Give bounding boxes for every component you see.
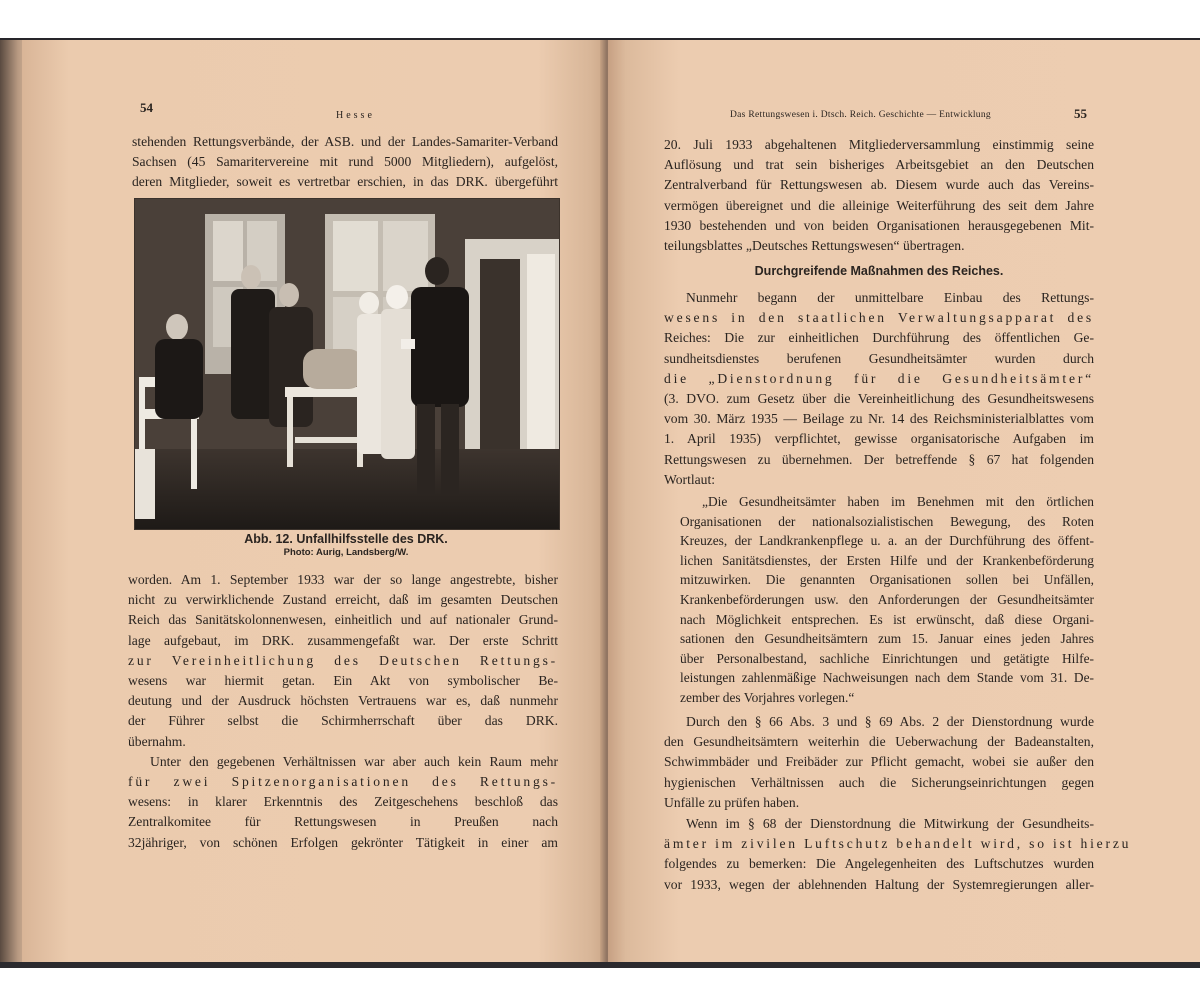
text-block-paragraph: [664, 814, 1132, 895]
quote-line: „Die Gesundheitsämter haben im Benehmen mit den örtlichen: [702, 494, 1094, 509]
text-line: teilungsblattes „Deutsches Rettungswesen“ übertragen.: [664, 238, 965, 254]
text-line: 1930 bestehenden und von beiden Organisationen herausgegebenen Mit-: [664, 217, 1094, 233]
text-line: deren Mitglieder, soweit es vertretbar erschien, in das DRK. übergeführt: [132, 174, 558, 190]
quote-block: [680, 492, 1094, 708]
quote-line: nach Möglichkeit entsprechen. Es ist erwünscht, daß diese Organi-: [680, 611, 1094, 627]
text-line: folgendes zu bemerken: Die Angelegenheiten des Luftschutzes wurden: [664, 856, 1094, 872]
page-number: 54: [140, 100, 153, 115]
text-line: stehenden Rettungsverbände, der ASB. und der Landes-Samariter-Verband: [132, 134, 558, 149]
open-book: [0, 40, 1200, 964]
text-line: zur Vereinheitlichung des Deutschen Rettungs-: [128, 652, 558, 668]
text-line: deutung und der Ausdruck höchsten Vertrauens war es, daß nunmehr: [128, 693, 558, 709]
text-block-paragraph: [664, 288, 1094, 490]
text-line: Reich das Sanitätskolonnenwesen, einheitlich und auf nationaler Grund-: [128, 612, 558, 628]
text-line: 32jähriger, von schönen Erfolgen gekrönter Tätigkeit in einer am: [128, 834, 558, 850]
text-line: Wortlaut:: [664, 471, 716, 487]
text-line: Schwimmbäder und Freibäder zur Pflicht gemacht, wobei sie außer den: [664, 754, 1094, 770]
photo-credit: Photo: Aurig, Landsberg/W.: [283, 547, 409, 558]
quote-line: lichen Sanitätsdienstes, der Ersten Hilfe und der Krankenbeförderung: [680, 552, 1094, 568]
figure-caption: [196, 532, 496, 558]
text-line: 20. Juli 1933 abgehaltenen Mitgliederversammlung einstimmig seine: [664, 137, 1094, 152]
text-line: lage aufgebaut, im DRK. zusammengefaßt war. Der erste Schritt: [128, 632, 558, 648]
quote-line: über Personalbestand, sachliche Einrichtungen und getätigte Hilfe-: [680, 650, 1094, 666]
text-line: wesens: in klarer Erkenntnis des Zeitgeschehens beschloß das: [128, 794, 558, 810]
figure-photo: [134, 198, 560, 530]
page-number: 55: [1074, 106, 1087, 121]
text-block-top: [664, 135, 1094, 256]
text-line: wesens war hiermit getan. Ein Akt von symbolischer Be-: [128, 673, 558, 689]
text-line: Sachsen (45 Samaritervereine mit rund 5000 Mitgliedern), aufgelöst,: [132, 154, 558, 170]
text-block-bottom: [128, 570, 558, 853]
text-line: vor 1933, wegen der ablehnenden Haltung der Systemregierungen aller-: [664, 876, 1094, 892]
quote-line: leistungen zahlenmäßige Nachweisungen nach dem Stande vom 31. De-: [680, 670, 1094, 686]
quote-line: Kreuzes, der Landkrankenpflege u. a. an der Durchführung des öffent-: [680, 533, 1094, 549]
text-line: Reiches: Die zur einheitlichen Durchführung des öffentlichen Ge-: [664, 330, 1094, 346]
quote-line: Krankenbeförderungen usw. den Anforderungen der Gesundheitsämter: [680, 591, 1094, 607]
caption-title: Abb. 12. Unfallhilfsstelle des DRK.: [244, 532, 448, 546]
text-line: vermögen übereignet und die alleinige Weiterführung des seit dem Jahre: [664, 197, 1094, 213]
right-page: [608, 40, 1200, 964]
quote-line: zember des Vorjahres vorlegen.“: [680, 689, 855, 705]
quote-line: sationen den Gesundheitsämtern zum 15. Januar eines jeden Jahres: [680, 631, 1094, 647]
text-line: für zwei Spitzenorganisationen des Rettungs-: [128, 774, 558, 790]
text-line: übernahm.: [128, 733, 186, 749]
section-heading: Durchgreifende Maßnahmen des Reiches.: [754, 264, 1004, 278]
text-block-paragraph: [664, 712, 1094, 813]
text-line: wesens in den staatlichen Verwaltungsapparat des: [664, 310, 1094, 326]
text-line: Unfälle zu prüfen haben.: [664, 794, 800, 810]
text-line: Auflösung und trat sein bisheriges Arbeitsgebiet an den Deutschen: [664, 157, 1094, 173]
text-line: Wenn im § 68 der Dienstordnung die Mitwirkung der Gesundheits-: [686, 816, 1094, 831]
text-line: Rettungswesen zu übernehmen. Der betreffende § 67 hat folgenden: [664, 451, 1094, 467]
text-line: Unter den gegebenen Verhältnissen war aber auch kein Raum mehr: [150, 753, 558, 769]
text-line: der Führer selbst die Schirmherrschaft über das DRK.: [128, 713, 558, 729]
quote-line: Organisationen der nationalsozialistischen Bewegung, des Roten: [680, 513, 1094, 529]
text-line: nicht zu verwirklichende Zustand erreicht, daß im gesamten Deutschen: [128, 592, 558, 608]
text-line: Zentralverband für Rettungswesen ab. Diesem wurde auch das Vereins-: [664, 177, 1094, 193]
text-line: 1. April 1935) verpflichtet, gewisse organisatorische Aufgaben im: [664, 431, 1094, 447]
quote-line: mitzuwirken. Die genannten Organisationen sollen bei Unfällen,: [680, 572, 1094, 588]
text-line: Zentralkomitee für Rettungswesen in Preußen nach: [128, 814, 558, 830]
text-line: den Gesundheitsämtern weiterhin die Ueberwachung der Badeanstalten,: [664, 734, 1094, 750]
text-line: worden. Am 1. September 1933 war der so lange angestrebte, bisher: [128, 572, 558, 587]
text-line: hygienischen Verhältnissen auch die Sicherungseinrichtungen gegen: [664, 774, 1094, 790]
text-line: vom 30. März 1935 — Beilage zu Nr. 14 des Reichsministerialblattes vom: [664, 411, 1094, 427]
text-line: (3. DVO. zum Gesetz über die Vereinheitlichung des Gesundheitswesens: [664, 391, 1094, 407]
left-page: [22, 40, 608, 964]
text-line: Nunmehr begann der unmittelbare Einbau des Rettungs-: [686, 290, 1094, 305]
running-head: Das Rettungswesen i. Dtsch. Reich. Geschichte — Entwicklung: [730, 110, 991, 120]
text-line: Durch den § 66 Abs. 3 und § 69 Abs. 2 der Dienstordnung wurde: [686, 714, 1094, 729]
text-block-top: [132, 132, 558, 193]
text-line: ämter im zivilen Luftschutz behandelt wird, so ist hierzu: [664, 836, 1132, 852]
photo-illustration: [135, 199, 559, 529]
bottom-edge: [0, 962, 1200, 968]
text-line: die „Dienstordnung für die Gesundheitsämter“: [664, 370, 1094, 386]
text-line: sundheitsdienstes berufenen Gesundheitsämter wurden durch: [664, 350, 1094, 366]
running-head: Hesse: [336, 110, 375, 121]
